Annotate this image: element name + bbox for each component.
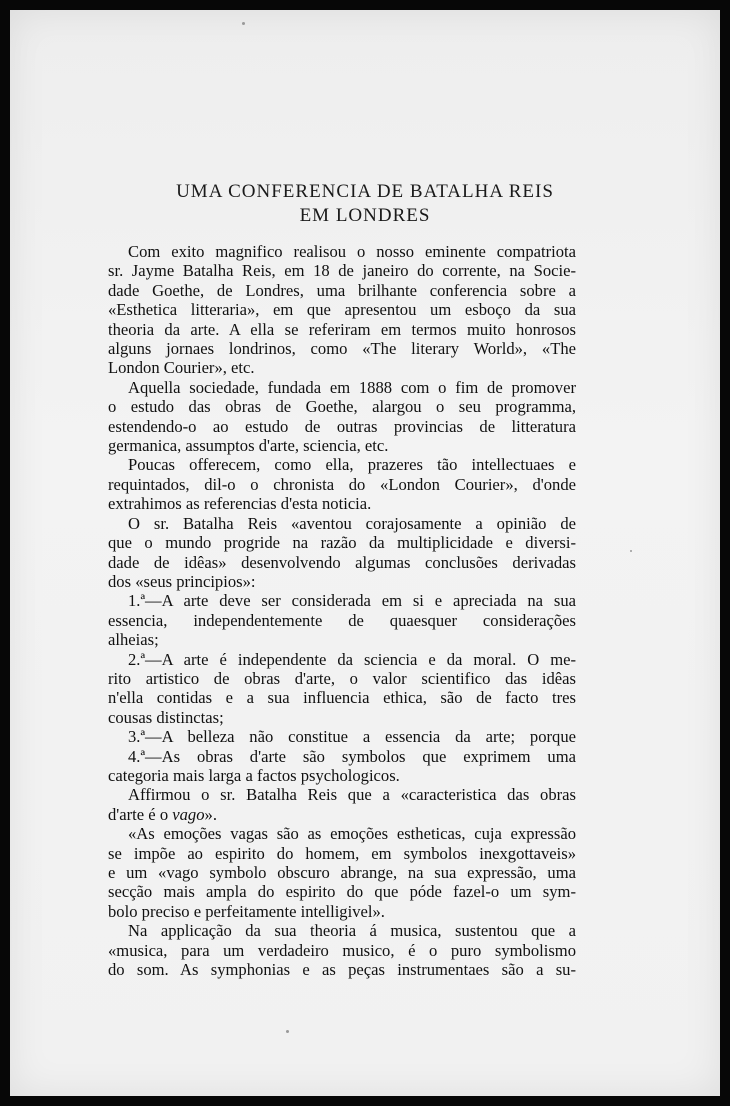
book-page — [10, 10, 720, 1096]
text-line: dade de idêas» desenvolvendo algumas conclusões derivadas — [108, 552, 576, 572]
text-line: d'arte é o vago». — [108, 804, 217, 824]
text-line: n'ella contidas e a sua influencia ethica, são de facto tres — [108, 688, 576, 708]
text-line: Poucas offerecem, como ella, prazeres tão intellectuaes e — [128, 455, 576, 475]
title-line-1: UMA CONFERENCIA DE BATALHA REIS — [176, 181, 554, 202]
paper-speck — [286, 1030, 289, 1033]
text-line: germanica, assumptos d'arte, sciencia, etc. — [108, 436, 389, 456]
text-line: dade Goethe, de Londres, uma brilhante conferencia sobre a — [108, 280, 576, 300]
text-line: sr. Jayme Batalha Reis, em 18 de janeiro do corrente, na Socie- — [108, 261, 576, 281]
text-line: bolo preciso e perfeitamente intelligivel». — [108, 901, 385, 921]
text-line: e um «vago symbolo obscuro abrange, na sua expressão, uma — [108, 863, 576, 882]
paper-speck — [242, 22, 245, 25]
text-line: Com exito magnifico realisou o nosso eminente compatriota — [128, 242, 576, 261]
text-line: rito artistico de obras d'arte, o valor scientifico das idêas — [108, 668, 576, 688]
text-line: se impõe ao espirito do homem, em symbolos inexgottaveis» — [108, 843, 576, 863]
text-line: categoria mais larga a factos psychologicos. — [108, 765, 400, 785]
text-line: dos «seus principios»: — [108, 571, 256, 591]
text-line: estendendo-o ao estudo de outras provincias de litteratura — [108, 416, 576, 436]
text-line: do som. As symphonias e as peças instrumentaes são a su- — [108, 960, 576, 980]
text-line: extrahimos as referencias d'esta noticia. — [108, 494, 372, 514]
text-line: London Courier», etc. — [108, 358, 255, 378]
text-line: Affirmou o sr. Batalha Reis que a «caracteristica das obras — [128, 785, 576, 805]
article-title — [10, 180, 720, 228]
text-line: «musica, para um verdadeiro musico, é o puro symbolismo — [108, 940, 576, 960]
text-line: requintados, dil-o o chronista do «London Courier», d'onde — [108, 474, 576, 494]
text-line: essencia, independentemente de quaesquer considerações — [108, 610, 576, 630]
paper-speck — [630, 550, 632, 552]
text-line: que o mundo progride na razão da multiplicidade e diversi- — [108, 533, 576, 553]
text-line: 3.ª—A belleza não constitue a essencia da arte; porque — [128, 727, 576, 747]
text-line: Aquella sociedade, fundada em 1888 com o fim de promover — [128, 377, 576, 397]
title-line-2: EM LONDRES — [299, 205, 431, 226]
text-line: alheias; — [108, 630, 159, 650]
text-line: o estudo das obras de Goethe, alargou o seu programma, — [108, 397, 576, 417]
text-line: alguns jornaes londrinos, como «The literary World», «The — [108, 339, 576, 359]
text-line: 1.ª—A arte deve ser considerada em si e apreciada na sua — [128, 591, 576, 611]
text-line: secção mais ampla do espirito do que póde fazel-o um sym- — [108, 882, 576, 902]
text-line: theoria da arte. A ella se referiram em termos muito honrosos — [108, 319, 576, 339]
text-line: 4.ª—As obras d'arte são symbolos que exprimem uma — [128, 746, 576, 766]
text-line: «Esthetica litteraria», em que apresentou um esboço da sua — [108, 300, 576, 320]
text-line: «As emoções vagas são as emoções estheticas, cuja expressão — [128, 824, 576, 844]
text-line: O sr. Batalha Reis «aventou corajosamente a opinião de — [128, 513, 576, 533]
text-line: cousas distinctas; — [108, 707, 224, 727]
text-line: 2.ª—A arte é independente da sciencia e da moral. O me- — [128, 649, 576, 669]
article-body — [108, 242, 576, 979]
text-line: Na applicação da sua theoria á musica, sustentou que a — [128, 921, 576, 941]
